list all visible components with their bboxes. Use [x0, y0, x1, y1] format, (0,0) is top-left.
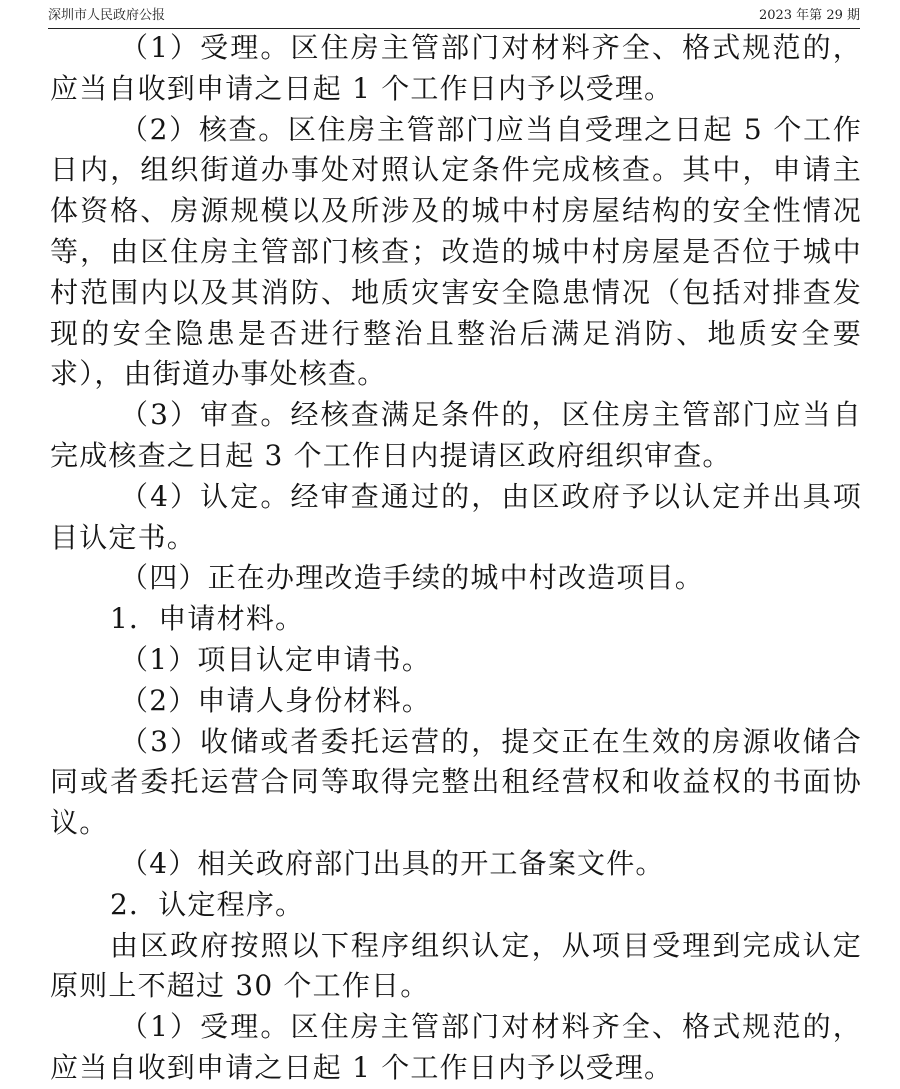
paragraph-procedure-intro: 由区政府按照以下程序组织认定，从项目受理到完成认定原则上不超过 30 个工作日。: [50, 928, 862, 1003]
page-header: [48, 6, 860, 29]
document-body: [50, 28, 862, 1089]
paragraph-acceptance: （1）受理。区住房主管部门对材料齐全、格式规范的，应当自收到申请之日起 1 个工作日内予以受理。: [50, 31, 862, 105]
paragraph-verification: （2）核查。区住房主管部门应当自受理之日起 5 个工作日内，组织街道办事处对照认定条件完成核查。其中，申请主体资格、房源规模以及所涉及的城中村房屋结构的安全性情况等，由区住房主管部门核查；改造的城中村房屋是否位于城中村范围内以及其消防、地质灾害安全隐患情况（包括对排查发现的安全隐患是否进行整治且整治后满足消防、地质安全要求），由街道办事处核查。: [50, 112, 862, 391]
paragraph-acceptance-2: （1）受理。区住房主管部门对材料齐全、格式规范的，应当自收到申请之日起 1 个工作日内予以受理。: [50, 1010, 862, 1084]
subheading-procedure: 2．认定程序。: [110, 887, 305, 921]
section-heading-4: （四）正在办理改造手续的城中村改造项目。: [120, 561, 705, 595]
paragraph-review: （3）审查。经核查满足条件的，区住房主管部门应当自完成核查之日起 3 个工作日内提请区政府组织审查。: [50, 398, 862, 472]
list-item-identity-materials: （2）申请人身份材料。: [120, 683, 432, 717]
subheading-application-materials: 1．申请材料。: [110, 602, 305, 636]
list-item-filing-document: （4）相关政府部门出具的开工备案文件。: [120, 846, 665, 880]
paragraph-recognition: （4）认定。经审查通过的，由区政府予以认定并出具项目认定书。: [50, 479, 862, 554]
list-item-application-form: （1）项目认定申请书。: [120, 642, 432, 676]
issue-number: 2023 年第 29 期: [758, 8, 860, 23]
publication-name: 深圳市人民政府公报: [48, 8, 166, 23]
list-item-contract: （3）收储或者委托运营的，提交正在生效的房源收储合同或者委托运营合同等取得完整出租经营权和收益权的书面协议。: [50, 724, 862, 840]
